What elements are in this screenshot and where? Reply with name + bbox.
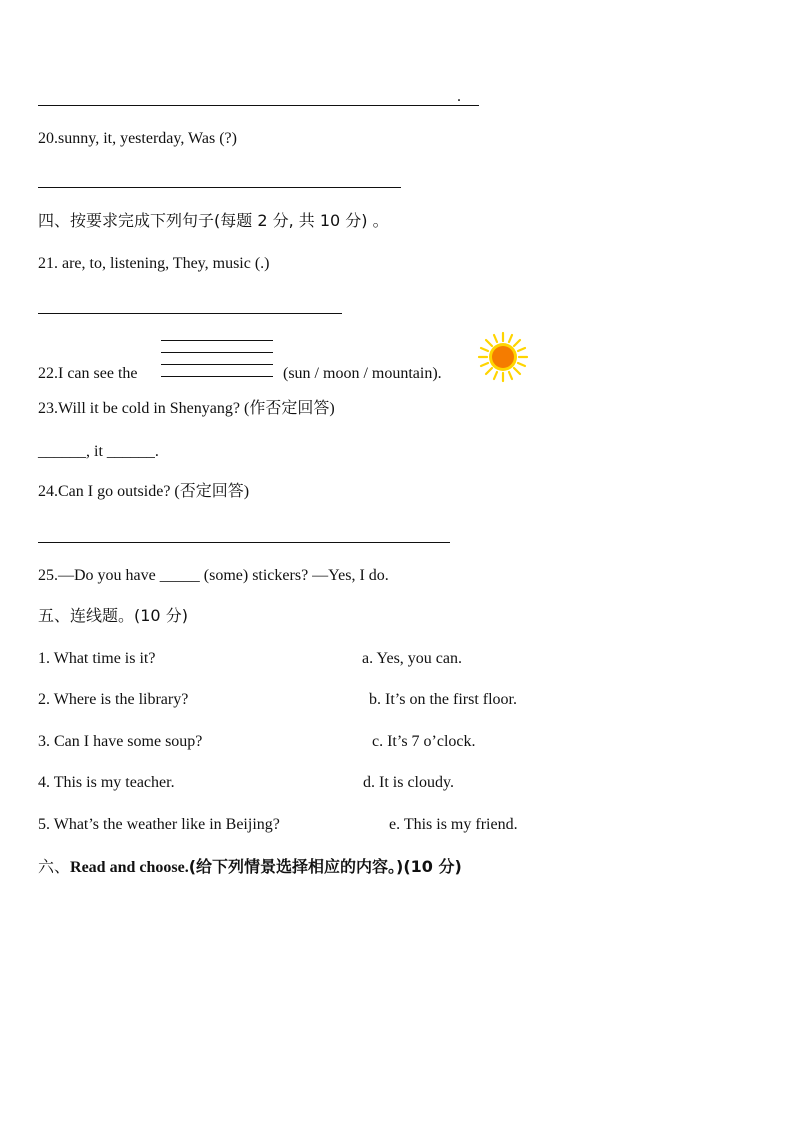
section-6-heading: [38, 856, 462, 879]
match-right-d: d. It is cloudy.: [363, 774, 454, 791]
question-21: 21. are, to, listening, They, music (.): [38, 255, 270, 272]
section-6-title-en: Read and choose.: [70, 859, 189, 876]
section-6-instructions: (给下列情景选择相应的内容。)(10 分): [188, 857, 462, 876]
q20-answer-line: [38, 187, 401, 188]
match-left-4: 4. This is my teacher.: [38, 774, 175, 791]
match-left-3: 3. Can I have some soup?: [38, 733, 203, 750]
question-23: 23.Will it be cold in Shenyang? (作否定回答): [38, 400, 335, 417]
section-5-heading: 五、连线题。(10 分): [38, 606, 188, 625]
match-right-e: e. This is my friend.: [389, 816, 518, 833]
question-23-answer: ______, it ______.: [38, 443, 159, 460]
question-24: 24.Can I go outside? (否定回答): [38, 483, 250, 500]
section-4-heading: 四、按要求完成下列句子(每题 2 分, 共 10 分) 。: [38, 211, 389, 230]
match-left-5: 5. What’s the weather like in Beijing?: [38, 816, 280, 833]
question-22-suffix: (sun / moon / mountain).: [283, 365, 442, 382]
section-6-number: 六、: [38, 857, 71, 876]
match-left-1: 1. What time is it?: [38, 650, 156, 667]
match-right-c: c. It’s 7 o’clock.: [372, 733, 476, 750]
question-20: 20.sunny, it, yesterday, Was (?): [38, 130, 237, 147]
question-22-prefix: 22.I can see the: [38, 365, 138, 382]
q19-period: .: [457, 88, 461, 105]
question-25: 25.—Do you have _____ (some) stickers? —Yes, I do.: [38, 567, 389, 584]
q19-answer-line: [38, 105, 479, 106]
match-right-b: b. It’s on the first floor.: [369, 691, 517, 708]
match-right-a: a. Yes, you can.: [362, 650, 462, 667]
match-left-2: 2. Where is the library?: [38, 691, 189, 708]
q24-answer-line: [38, 542, 450, 543]
sun-icon: [477, 331, 529, 383]
q21-answer-line: [38, 313, 342, 314]
